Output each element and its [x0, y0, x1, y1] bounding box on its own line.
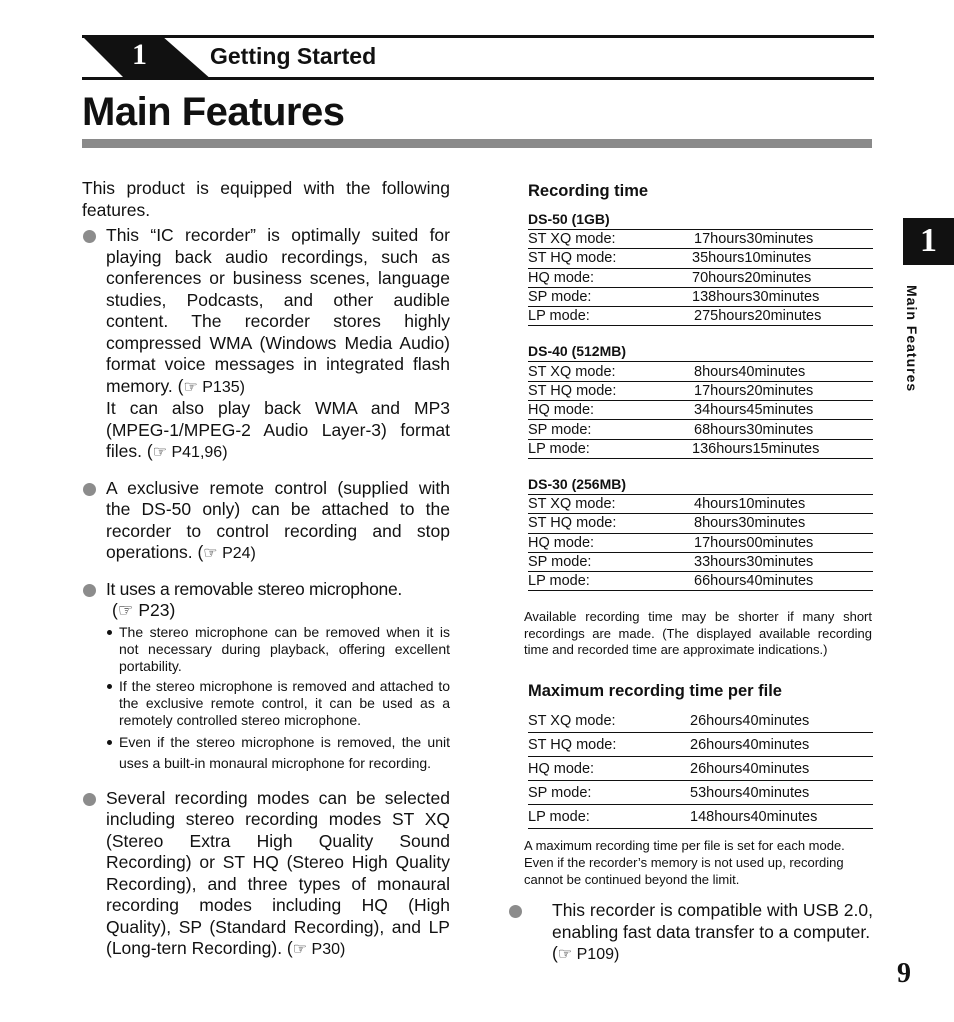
recording-time-note: Available recording time may be shorter if many short recordings are made. (The displayed available recording time and recorded time are approximate indications.)	[524, 609, 872, 658]
spacer	[524, 459, 874, 476]
table-row	[528, 268, 873, 287]
mode-cell: ST XQ mode:	[528, 362, 688, 381]
time-cell: 26hours40minutes	[690, 709, 873, 733]
time-cell: 8hours30minutes	[688, 514, 873, 533]
bullet-dot	[83, 793, 96, 806]
mode-cell: ST HQ mode:	[528, 733, 690, 757]
table-row	[528, 552, 873, 571]
table-row	[528, 439, 873, 458]
page-reference: ☞ P109)	[557, 946, 620, 964]
time-cell: 66hours40minutes	[688, 572, 873, 591]
model-heading-ds40: DS-40 (512MB)	[528, 343, 627, 360]
time-cell: 26hours40minutes	[690, 733, 873, 757]
table-row	[528, 781, 873, 805]
max-recording-time-heading: Maximum recording time per file	[528, 681, 782, 700]
mode-cell: HQ mode:	[528, 533, 688, 552]
side-section-label: Main Features	[904, 285, 920, 393]
time-cell: 35hours10minutes	[688, 249, 873, 268]
mode-cell: SP mode:	[528, 420, 688, 439]
feature-bullet-ic-recorder	[82, 225, 450, 464]
chapter-number: 1	[132, 38, 147, 71]
max-recording-time-note: A maximum recording time per file is set for each mode. Even if the recorder’s memory is not used up, recording cannot be continued beyond the limit.	[524, 838, 845, 888]
bullet-dot	[83, 483, 96, 496]
bullet-paragraph	[106, 225, 450, 398]
mode-cell: SP mode:	[528, 287, 688, 306]
table-row	[528, 249, 873, 268]
time-cell: 53hours40minutes	[690, 781, 873, 805]
mode-cell: ST XQ mode:	[528, 230, 688, 249]
time-cell: 34hours45minutes	[688, 401, 873, 420]
table-row	[528, 362, 873, 381]
mode-cell: HQ mode:	[528, 757, 690, 781]
time-cell: 275hours20minutes	[688, 307, 873, 326]
sub-bullet-dot	[107, 630, 112, 635]
bullet-dot	[83, 230, 96, 243]
table-row	[528, 420, 873, 439]
bullet-text: This “IC recorder” is optimally suited for playing back audio recordings, such as conferences or business scenes, language studies, Podcasts, and other audible content. The recorder stores highly compressed WMA (Windows Media Audio) format voice messages in integrated flash memory. (	[106, 225, 450, 396]
sub-bullet-item	[106, 678, 450, 729]
bullet-paragraph	[106, 478, 450, 565]
mode-cell: SP mode:	[528, 781, 690, 805]
bullet-dot	[83, 584, 96, 597]
page-number: 9	[897, 958, 911, 989]
chapter-title: Getting Started	[210, 43, 377, 69]
max-recording-time-table	[528, 709, 873, 830]
recording-time-heading: Recording time	[528, 182, 649, 200]
page-reference: ☞ P30)	[292, 941, 346, 958]
feature-bullet-microphone	[82, 579, 450, 774]
sub-bullet-dot	[107, 740, 112, 745]
recording-time-table-ds40	[528, 361, 873, 458]
model-heading-ds30: DS-30 (256MB)	[528, 475, 627, 492]
sub-bullet-list	[106, 624, 450, 774]
table-row	[528, 287, 873, 306]
mode-cell: LP mode:	[528, 307, 688, 326]
page-reference: (☞ P23)	[112, 600, 176, 620]
bullet-dot	[509, 905, 522, 918]
table-row	[528, 709, 873, 733]
mode-cell: ST XQ mode:	[528, 709, 690, 733]
mode-cell: LP mode:	[528, 572, 688, 591]
recording-time-table-ds30	[528, 494, 873, 591]
table-row	[528, 805, 873, 829]
left-column	[82, 178, 450, 961]
time-cell: 68hours30minutes	[688, 420, 873, 439]
table-row	[528, 572, 873, 591]
time-cell: 70hours20minutes	[688, 268, 873, 287]
recording-time-table-ds50	[528, 229, 873, 326]
mode-cell: ST XQ mode:	[528, 494, 688, 513]
sub-bullet-item	[106, 732, 450, 774]
mode-cell: LP mode:	[528, 439, 688, 458]
time-cell: 136hours15minutes	[688, 439, 873, 458]
time-cell: 17hours30minutes	[688, 230, 873, 249]
page-reference: ☞ P135)	[183, 378, 245, 396]
chapter-tab	[82, 36, 212, 80]
feature-bullet-remote-control	[82, 478, 450, 565]
bullet-paragraph	[106, 398, 450, 464]
side-chapter-number: 1	[920, 222, 937, 259]
time-cell: 4hours10minutes	[688, 494, 873, 513]
feature-bullet-usb	[528, 900, 880, 966]
spacer	[524, 326, 874, 343]
feature-bullet-recording-modes	[82, 788, 450, 961]
bullet-text: Several recording modes can be selected including stereo recording modes ST XQ (Stereo Extra High Quality Sound Recording) or ST HQ (Stereo High Quality Recording), and three types of monaural recording modes including HQ (High Quality), SP (Standard Recording), and LP (Long-tern Recording). (	[106, 787, 450, 958]
table-row	[528, 230, 873, 249]
table-row	[528, 514, 873, 533]
bullet-text: A exclusive remote control (supplied with the DS-50 only) can be attached to the recorder to control recording and stop operations. (	[106, 477, 450, 562]
time-cell: 26hours40minutes	[690, 757, 873, 781]
mode-cell: ST HQ mode:	[528, 514, 688, 533]
header-bottom-rule	[82, 77, 874, 80]
mode-cell: HQ mode:	[528, 401, 688, 420]
table-row	[528, 733, 873, 757]
bullet-paragraph	[106, 788, 450, 961]
page-reference: ☞ P24)	[203, 545, 256, 562]
table-row	[528, 494, 873, 513]
bullet-paragraph	[552, 900, 880, 966]
mode-cell: HQ mode:	[528, 268, 688, 287]
time-cell: 138hours30minutes	[688, 287, 873, 306]
mode-cell: ST HQ mode:	[528, 381, 688, 400]
title-underline-bar	[82, 139, 872, 148]
table-row	[528, 533, 873, 552]
mode-cell: SP mode:	[528, 552, 688, 571]
page-title: Main Features	[82, 90, 345, 134]
time-cell: 148hours40minutes	[690, 805, 873, 829]
table-row	[528, 381, 873, 400]
sub-bullet-text: If the stereo microphone is removed and attached to the exclusive remote control, it can be used as a remotely controlled stereo microphone.	[119, 677, 450, 728]
side-chapter-tab	[903, 218, 954, 265]
bullet-text: It can also play back WMA and MP3 (MPEG-1/MPEG-2 Audio Layer-3) format files. (	[106, 398, 450, 461]
table-row	[528, 757, 873, 781]
time-cell: 8hours40minutes	[688, 362, 873, 381]
model-heading-ds50: DS-50 (1GB)	[528, 211, 610, 227]
table-row	[528, 401, 873, 420]
table-row	[528, 307, 873, 326]
time-cell: 17hours20minutes	[688, 381, 873, 400]
time-cell: 17hours00minutes	[688, 533, 873, 552]
bullet-text: It uses a removable stereo microphone.	[106, 578, 402, 599]
right-column	[524, 182, 874, 966]
mode-cell: ST HQ mode:	[528, 249, 688, 268]
mode-cell: LP mode:	[528, 805, 690, 829]
bullet-text: This recorder is compatible with USB 2.0, enabling fast data transfer to a computer. (	[552, 900, 873, 964]
sub-bullet-dot	[107, 684, 112, 689]
intro-text: This product is equipped with the following features.	[82, 178, 450, 220]
page-reference: ☞ P41,96)	[152, 444, 228, 461]
time-cell: 33hours30minutes	[688, 552, 873, 571]
sub-bullet-item	[106, 624, 450, 675]
header-top-rule	[82, 35, 874, 38]
sub-bullet-text: The stereo microphone can be removed when it is not necessary during playback, offering excellent portability.	[119, 623, 450, 674]
sub-bullet-text: Even if the stereo microphone is removed, the unit uses a built-in monaural microphone for recording.	[119, 733, 450, 771]
